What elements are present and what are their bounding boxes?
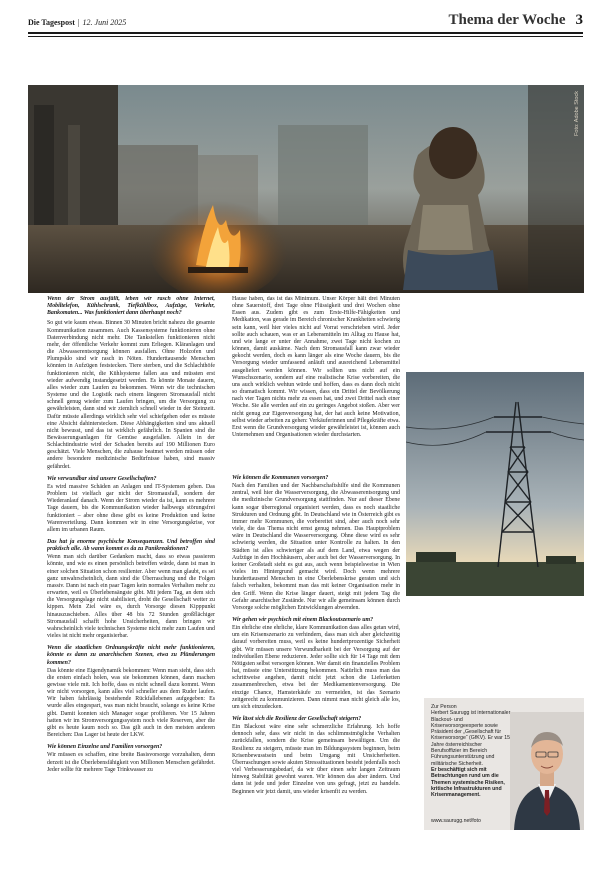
child-by-fire-illustration [28,85,584,293]
main-photo [28,85,584,293]
page-number: 3 [575,12,583,28]
article-column-1 [47,296,215,864]
paragraph: Ein ehrliche eine ehrliche, klare Kommunikation dass alles getan wird, um ein Krisenszenario zu verhindern, dass man sich aber gleichzeitig darauf vorbereiten muss, weil es keine hundertprozentige Sicherheit gibt. Wir müssen unsere Verwundbarkeit bei der Versorgung auf der individuellen Ebene reduzieren. Jeder sollte sich für 14 Tage mit dem Nötigsten selbst versorgen können. Wer damit ein finanzielles Problem hat, müsste eine Unterstützung bekommen. Natürlich muss man das schrittweise angehen, damit nicht jetzt schon die Lieferketten zusammenbrechen, etwa bei der Medikamentenversorgung. Die einzige Chance, Hamsterkäufe zu vermeiden, ist das Szenario zeitgerecht zu kommunizieren. Dann nimmt man nicht gleich alle los, um sich einzudecken. [232,625,400,710]
masthead-rule [28,32,583,34]
interview-question: Das hat ja enorme psychische Konsequenzen. Und betroffen sind praktisch alle. Ab wann kommt es da zu Panikreaktionen? [47,539,215,553]
paper-name: Die Tagespost [28,18,75,27]
power-pylon-photo [406,372,584,596]
article-column-2-top [232,296,400,462]
masthead [28,0,583,62]
interview-question: Wir gehen wir psychisch mit einem Blackoutszenario um? [232,616,374,623]
bio-focus: Er beschäftigt sich mit Betrachtungen rund um die Themen systemische Risiken, kritische Infrastrukturen und Krisenmanagement. [431,766,505,799]
portrait-illustration [510,712,584,830]
paragraph: Das könnte eine Eigendynamik bekommen: Wenn man sieht, dass sich die ersten einfach holen, was sie bekommen können, dann machen gewisse viele mit. Ich hoffe, dass es nicht schnell dazu kommt. Wenn wir nicht vorsorgen, kann alles viel schneller aus dem Ruder laufen. Wir haben fahrlässig bestehende Rückfallebenen aufgegeben: Es wurde alles eingespart, was man nicht braucht, solange es keine Krise gibt. Damit konnten sich Manager sogar profilieren. Vor 15 Jahren hatten wir im Stromversorgungssystem noch viele Reserven, aber die gibt es heute kaum noch so. Das gilt auch in den meisten anderen Bereichen: Das Lager ist heute der LKW. [47,667,215,739]
masthead-rule-thin [28,36,583,37]
issue-date: 12. Juni 2025 [82,18,127,27]
masthead-separator: | [77,18,80,27]
interview-question: Wie können Einzelne und Familien vorsorgen? [47,744,163,751]
paragraph: Ein Blackout wäre eine sehr schmerzliche Erfahrung. Ich hoffe dennoch sehr, dass wir nicht in das schlimmstmögliche Verhalten zurückfallen, sondern die Krise gemeinsam bewältigen. Um die Resilienz zu steigern, müsste man im Bildungssystem beginnen, beim Krisenbewusstsein und beim Umgang mit Unsicherheiten. Überraschungen sowie akuten Stresssituationen besteht jedenfalls noch viel Verbesserungsbedarf, da wir über einen sehr langen Zeitraum hinweg Stabilität gewohnt waren. Wir können das aber ändern. Und dann ist jede und jeder Einzelne von uns gefragt, jetzt zu handeln. Beginnen wir jetzt damit, uns wieder krisenfit zu werden. [232,724,400,795]
lead-question: Wenn der Strom ausfällt, leben wir rasch ohne Internet, Mobiltelefon, Kühlschrank, Tiefkühlbox, Aufzüge, Verkehr, Bankomaten... Was funktioniert dann überhaupt noch? [47,296,215,317]
interview-question: Wie können die Kommunen vorsorgen? [232,475,329,481]
interview-question: Wie verwundbar sind unsere Gesellschaften? [47,475,157,482]
paragraph: Es wird massive Schäden an Anlagen und IT-Systemen geben. Das Problem ist vielfach gar nicht der Stromausfall, sondern der Wiederanlauf danach. Wenn der Strom wieder da ist, kann es mehrere Tage dauern, bis die Kommunikation wieder halbwegs störungsfrei funktioniert – aber ohne diese gibt es keine Produktion und keine Warenverteilung. Dann kommen wir in eine Versorgungskrise, vor allem im urbanen Raum. [47,483,215,533]
section-title: Thema der Woche [448,12,566,28]
bio-photo-link[interactable]: www.saurugg.net/foto [431,818,481,824]
masthead-right [449,12,583,29]
photo-credit: Foto: Adobe Stock [574,91,580,136]
author-portrait [510,712,584,830]
power-pylon-illustration [406,372,584,596]
paragraph: Nach den Familien und der Nachbarschaftshilfe sind die Kommunen zentral, weil hier die Wasserversorgung, die Abwasserentsorgung und die medizinische Grundversorgung stattfinden. Nur auf dieser Ebene kann sogar überregional organisiert werden, dass es noch staatliche Strukturen und Ordnung gibt. In Deutschland wie in Österreich gibt es immer mehr Kommunen, die vorbereitet sind, aber auch noch sehr viele, die das Thema nicht ernst genug nehmen. Das Hauptproblem wäre in Deutschland die Wasserversorgung. Ohne diese wird es sehr schwierig werden, die Situation unter Kontrolle zu halten. In den Städten ist alles schwieriger als auf dem Land, etwa wegen der Aufzüge in den Hochhäusern, aber auch bei der Wasserversorgung. In keiner Großstadt sieht es gut aus, auch wenn beispielsweise in Wien vieles im Hintergrund gemacht wird. Doch wenn mehrere hunderttausend Menschen in eine Überlebenskrise geraten und sich falsch verhalten, bekommt man das mit keiner Organisation mehr in den Griff. Wenn die Krise länger dauert, steigt mit jedem Tag die Gefahr anarchischer Zustände. Nur wir alle gemeinsam können durch Vorsorge solche möglichen Entwicklungen abwenden. [232,483,400,611]
bio-heading: Zur Person [431,704,457,710]
paragraph: So gut wie kaum etwas. Binnen 30 Minuten bricht nahezu die gesamte Kommunikation zusammen. Auch Kassensysteme funktionieren ohne Datenverbindung nicht mehr. Die Tankstellen funktionieren nicht mehr, der öffentliche Verkehr kommt zum Erliegen. Kläranlagen und die Abwasserentsorgung können ausfallen. Ohne Holzofen und Plumpsklo sind wir rasch in Nöten. Hunderttausende Menschen könnten in Aufzügen feststecken. Tiere sterben, und die Schlachthöfe funktionieren nicht, die Kühlsysteme fallen aus und müssten erst wieder aufwendig instandgesetzt werden. Es könnte Monate dauern, alles wieder zum Laufen zu bekommen. Wenn wir die technischen Systeme und die Logistik nach einem längeren Stromausfall nicht schnell genug wieder zum Laufen bringen, um die Versorgung zu gewährleisten, dann sind wir ziemlich schnell wieder in der Steinzeit. Dafür müsste allerdings wirklich sehr viel schiefgehen oder es müsste eine Absicht dahinterstecken. Diese Abhängigkeiten sind uns aktuell nicht bewusst, und das ist wirklich gefährlich. In Spanien sind die Bewässerungsanlagen für Gemüse ausgefallen. Allein in der Schlachtindustrie wird der Schaden bereits auf 190 Millionen Euro geschätzt. Viele Menschen, die zuhause beatmet werden müssen oder andere besondere medizinische Bedürfnisse haben, sind massiv gefährdet. [47,320,215,470]
bio-description: Herbert Saurugg ist internationaler Blackout- und Krisenvorsorgeexperte sowie Präsident der „Gesellschaft für Krisenvorsorge“ (GfKV). Er war 15 Jahre österreichischer Berufsoffizier im Bereich Führungsunterstützung und militärische Sicherheit. [431,710,511,767]
interview-question: Wie lässt sich die Resilienz der Gesellschaft steigern? [232,716,362,722]
paragraph: Wenn man sich darüber Gedanken macht, dass so etwas passieren könnte, und wie es einen persönlich betreffen würde, dann ist man in einer solchen Situation schon resilienter. Aber wenn man glaubt, es sei ganz unwahrscheinlich, dann sind die Überraschung und die Folgen massiv. Dann ist nach ein paar Tagen kein normales Verhalten mehr zu erwarten, weil es Überlebensängste gibt. Mit jedem Tag, an dem sich die Versorgungslage nicht stabilisiert, droht die Gesellschaft weiter zu kippen. Mein Ziel wäre es, durch Vorsorge diesen Kipppunkt hinauszuschieben. Alles über 48 bis 72 Stunden großflächiger Stromausfall schafft hohe Unsicherheiten, dann bringen wir wahrscheinlich viele technischen Systeme nicht mehr zum Laufen und vieles ist nicht mehr organisierbar. [47,554,215,640]
article-column-2-bottom [232,470,400,865]
interview-question: Wenn die staatlichen Ordnungskräfte nicht mehr funktionieren, könnte es dann zu anarchischen Szenen, etwa zu Plünderungen kommen? [47,645,215,666]
bio-text [431,704,513,798]
masthead-left [28,18,126,27]
paragraph: Wir müssen es schaffen, eine breite Basisvorsorge vorzuhalten, denn derzeit ist die Überlebensfähigkeit von Millionen Menschen gefährdet. Jeder sollte für mehrere Tage Trinkwasser zu [47,752,215,773]
paragraph: Hause haben, das ist das Minimum. Unser Körper hält drei Minuten ohne Sauerstoff, drei Tage ohne Flüssigkeit und drei Wochen ohne Essen aus. Zudem gibt es zum Erste-Hilfe-Fähigkeiten und Medikation, was gerade im Bereich chronischer Krankheiten schwierig sein kann, weil hier vieles nicht auf Vorrat verschrieben wird. Jeder sollte auch schauen, was er an Lebensmitteln im Alltag zu Hause hat, und wie lange er unter der Annahme, zwei Tage nicht kochen zu können, damit auskäme. Nach dem Stromausfall kann zwar wieder gekocht werden, doch es kann länger als eine Woche dauern, bis die Versorgung wieder umfassend anläuft und ausreichend Lebensmittel ausgeliefert werden können. Wir sollten uns nicht auf ein Wunschszenario, sondern auf eine realistische Krise vorbereiten, die uns auch wirklich wehtun würde und hoffen, dass es dann doch nicht so dramatisch kommt. Wir wissen, dass ein Drittel der Bevölkerung nach vier Tagen nichts mehr zu essen hat, und zwei Drittel nach einer Woche. Sie alle werden auf ein zu geringes Angebot stoßen. Aber wer nicht genug zur Eigenversorgung hat, der hat auch keine Motivation, selbst wieder arbeiten zu gehen: Verkäuferinnen und Pflegekräfte etwa. Erst wenn die Grundversorgung wieder gewährleistet ist, können auch Unternehmen und Organisationen wieder durchstarten. [232,296,400,438]
author-bio-box [424,698,584,830]
